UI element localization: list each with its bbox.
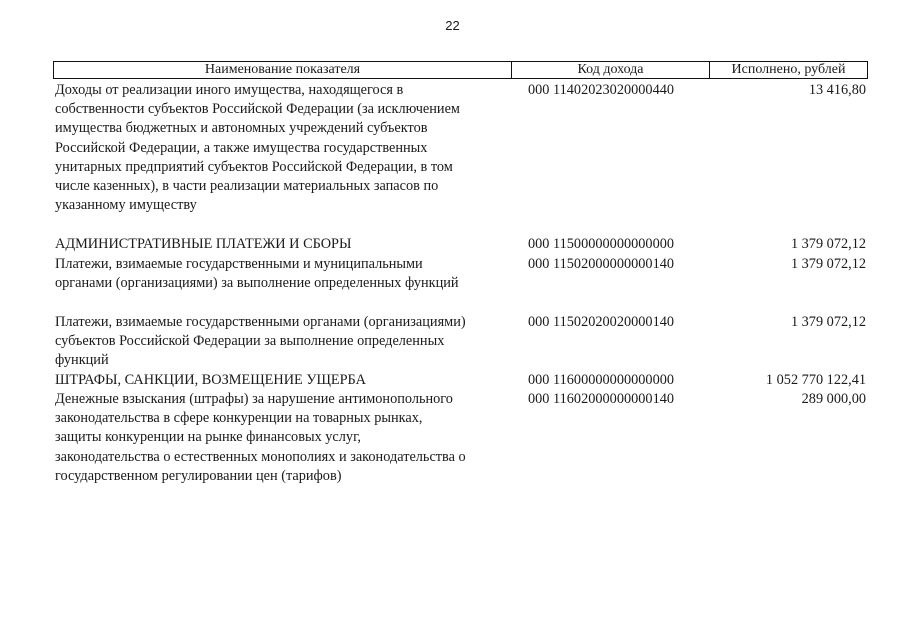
row-code: 000 11502000000000140 <box>528 256 675 272</box>
column-header-name: Наименование показателя <box>54 62 512 78</box>
row-code: 000 11402023020000440 <box>528 82 675 98</box>
row-code: 000 11502020020000140 <box>528 314 675 330</box>
row-name: Платежи, взимаемые государственными и муниципальными органами (организациями) за выполнение определенных функций <box>55 256 459 292</box>
row-amount: 289 000,00 <box>801 391 866 407</box>
row-amount: 1 379 072,12 <box>790 256 866 272</box>
row-name: Платежи, взимаемые государственными органами (организациями) субъектов Российской Федерации за выполнение определенных функций <box>55 314 466 369</box>
row-code: 000 11600000000000000 <box>528 372 675 388</box>
row-code: 000 11500000000000000 <box>528 236 675 252</box>
row-name: Доходы от реализации иного имущества, находящегося в собственности субъектов Российской Федерации (за исключением имущества бюджетных и автономных учреждений субъектов Российской Федерации, а также имущества государственных унитарных предприятий субъектов Российской Федерации, в том числе казенных), в части реализации материальных запасов по указанному имуществу <box>55 82 460 214</box>
column-header-amount: Исполнено, рублей <box>731 62 846 77</box>
row-amount: 13 416,80 <box>808 82 866 98</box>
table-header <box>53 61 868 79</box>
row-amount: 1 379 072,12 <box>790 314 866 330</box>
row-name: ШТРАФЫ, САНКЦИИ, ВОЗМЕЩЕНИЕ УЩЕРБА <box>55 372 366 388</box>
row-name: Денежные взыскания (штрафы) за нарушение антимонопольного законодательства в сфере конкуренции на товарных рынках, защиты конкуренции на рынке финансовых услуг, законодательства о естественных монополиях и законодательства о государственном регулировании цен (тарифов) <box>55 391 466 484</box>
page-number: 22 <box>445 18 460 33</box>
row-code: 000 11602000000000140 <box>528 391 675 407</box>
row-amount: 1 379 072,12 <box>790 236 866 252</box>
row-name: АДМИНИСТРАТИВНЫЕ ПЛАТЕЖИ И СБОРЫ <box>55 236 352 252</box>
row-amount: 1 052 770 122,41 <box>765 372 866 388</box>
column-header-code: Код дохода <box>512 62 710 78</box>
